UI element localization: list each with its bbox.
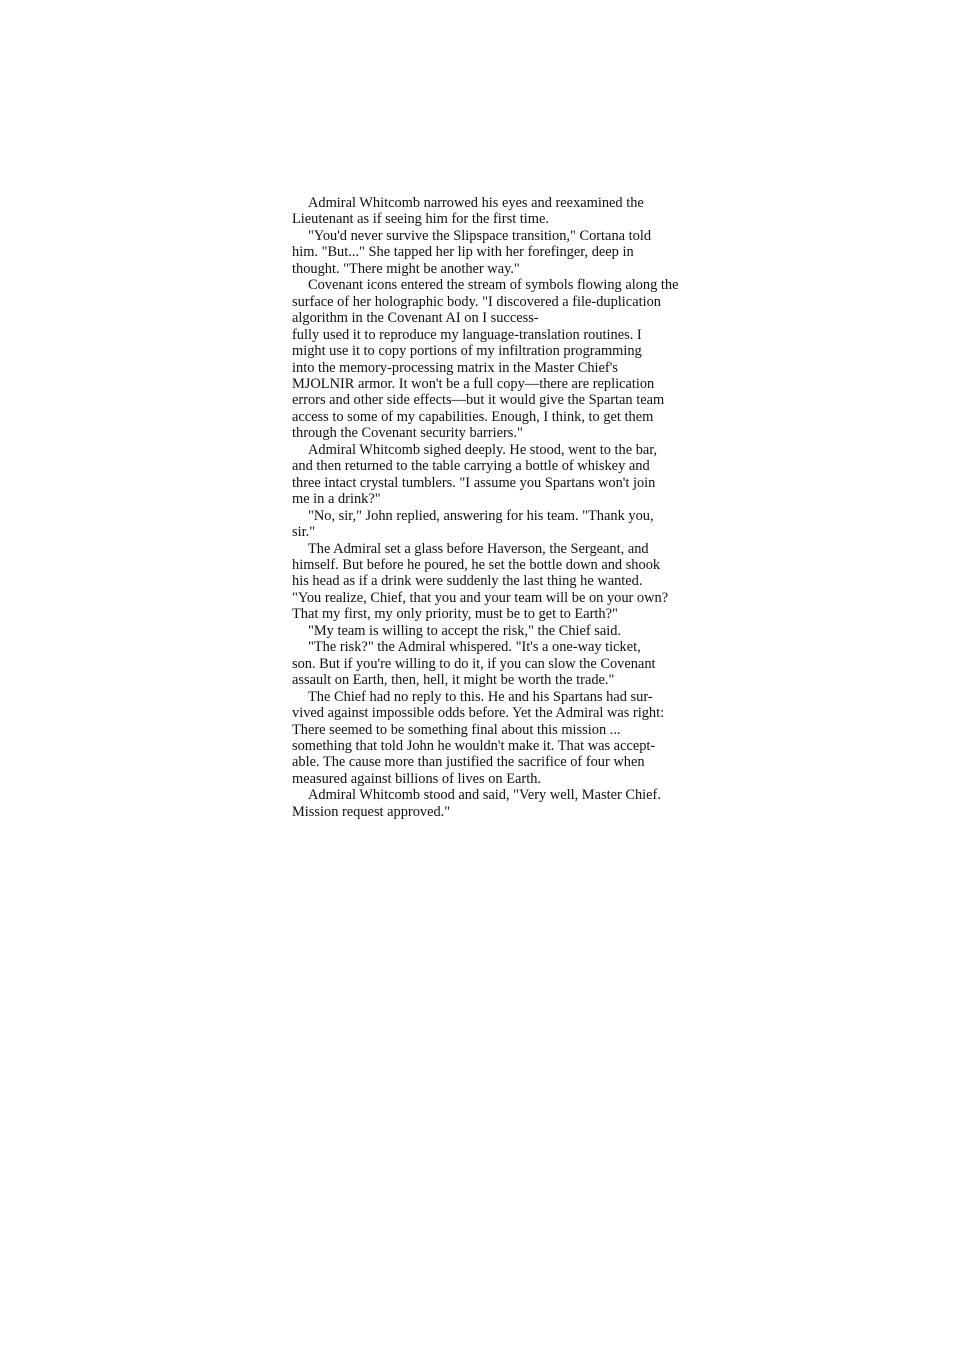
paragraph-10: Admiral Whitcomb stood and said, "Very well, Master Chief. Mission request approved." xyxy=(292,787,661,820)
paragraph-4: Admiral Whitcomb sighed deeply. He stood, went to the bar, and then returned to the table carrying a bottle of whiskey and three intact crystal tumblers. "I assume you Spartans won't join me in a drink?" xyxy=(292,441,658,508)
paragraph-2: "You'd never survive the Slipspace transition," Cortana told him. "But..." She tapped her lip with her forefinger, deep in thought. "There might be another way." xyxy=(292,227,652,277)
paragraph-6: The Admiral set a glass before Haverson, the Sergeant, and himself. But before he poured, he set the bottle down and shook his head as if a drink were suddenly the last thing he wanted. "You realize, Chief, that you and your team will be on your own? That my first, my only priority, must be to get to Earth?" xyxy=(292,540,669,623)
paragraph-9: The Chief had no reply to this. He and his Spartans had sur- vived against impossible odds before. Yet the Admiral was right: There seemed to be something final about this mission ... something that told John he wouldn't make it. That was accept- able. The cause more than justified the sacrifice of four when measured against billions of lives on Earth. xyxy=(292,688,665,787)
paragraph-8: "The risk?" the Admiral whispered. "It's a one-way ticket, son. But if you're willing to do it, if you can slow the Covenant assault on Earth, then, hell, it might be worth the trade." xyxy=(292,639,656,689)
paragraph-1: Admiral Whitcomb narrowed his eyes and reexamined the Lieutenant as if seeing him for the first time. xyxy=(292,195,644,228)
paragraph-5: "No, sir," John replied, answering for his team. "Thank you, sir." xyxy=(292,507,654,541)
paragraph-3: Covenant icons entered the stream of symbols flowing along the surface of her holographic body. "I discovered a file-duplication algorithm in the Covenant AI on I success- fully used it to reproduce my language-translation routines. I might use it to copy portions of my infiltration programming into the memory-processing matrix in the Master Chief's MJOLNIR armor. It won't be a full copy—there are replication errors and other side effects—but it would give the Spartan team access to some of my capabilities. Enough, I think, to get them through the Covenant security barriers." xyxy=(292,277,679,442)
paragraph-7: "My team is willing to accept the risk," the Chief said. xyxy=(308,622,622,639)
body-text xyxy=(292,195,688,820)
